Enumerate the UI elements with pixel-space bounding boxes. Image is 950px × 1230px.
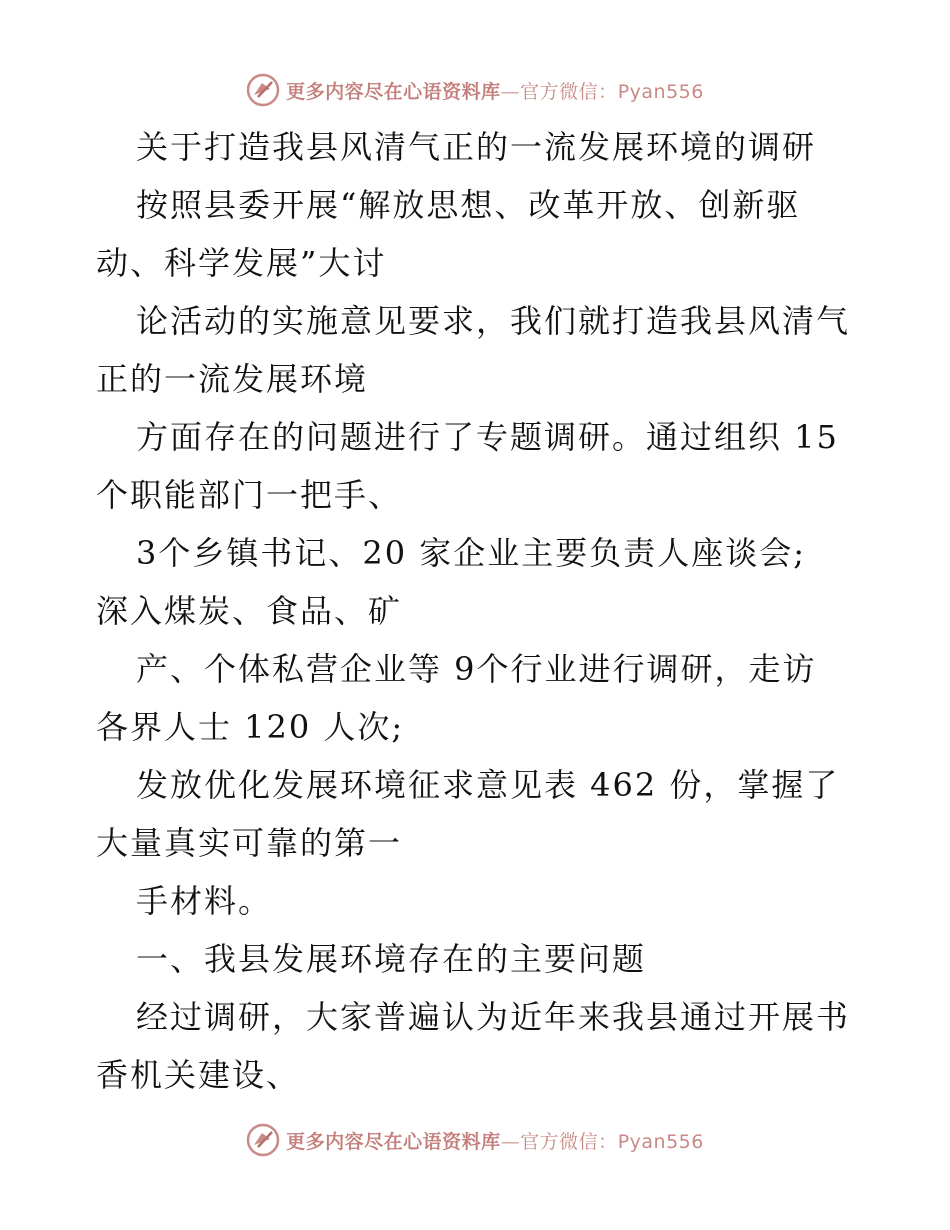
- text-line: 发放优化发展环境征求意见表 462 份，掌握了: [136, 766, 840, 804]
- text-line: 关于打造我县风清气正的一流发展环境的调研: [136, 128, 817, 166]
- text-line: 深入煤炭、食品、矿: [96, 592, 403, 630]
- footer-banner: [0, 1120, 950, 1160]
- text-line: 香机关建设、: [96, 1056, 301, 1094]
- logo-icon: [246, 73, 280, 107]
- banner-contact: 官方微信：: [520, 80, 618, 103]
- text-line: 产、个体私营企业等 9个行业进行调研，走访: [136, 650, 817, 688]
- text-line: 论活动的实施意见要求，我们就打造我县风清气: [136, 302, 851, 340]
- text-line: 正的一流发展环境: [96, 360, 369, 398]
- text-line: 手材料。: [136, 882, 273, 920]
- banner-id: Pyan556: [617, 1130, 704, 1153]
- banner-text: [286, 1127, 704, 1154]
- banner-main: 更多内容尽在心语资料库: [286, 80, 501, 103]
- banner-text: [286, 77, 704, 104]
- text-line: 各界人士 120 人次;: [96, 708, 405, 746]
- text-line: 个职能部门一把手、: [96, 476, 403, 514]
- banner-contact: 官方微信：: [520, 1130, 618, 1153]
- text-line: 按照县委开展“解放思想、改革开放、创新驱: [136, 186, 801, 224]
- text-line: 经过调研，大家普遍认为近年来我县通过开展书: [136, 998, 851, 1036]
- text-line: 3个乡镇书记、20 家企业主要负责人座谈会;: [136, 534, 807, 572]
- text-line: 方面存在的问题进行了专题调研。通过组织 15: [136, 418, 839, 456]
- text-line: 大量真实可靠的第一: [96, 824, 403, 862]
- header-banner: [0, 70, 950, 110]
- banner-dash: —: [500, 1130, 521, 1153]
- logo-icon: [246, 1123, 280, 1157]
- text-line: 动、科学发展”大讨: [96, 244, 387, 282]
- banner-main: 更多内容尽在心语资料库: [286, 1130, 501, 1153]
- banner-dash: —: [500, 80, 521, 103]
- document-body: [96, 118, 866, 1104]
- section-heading: 一、我县发展环境存在的主要问题: [136, 940, 647, 978]
- banner-id: Pyan556: [617, 80, 704, 103]
